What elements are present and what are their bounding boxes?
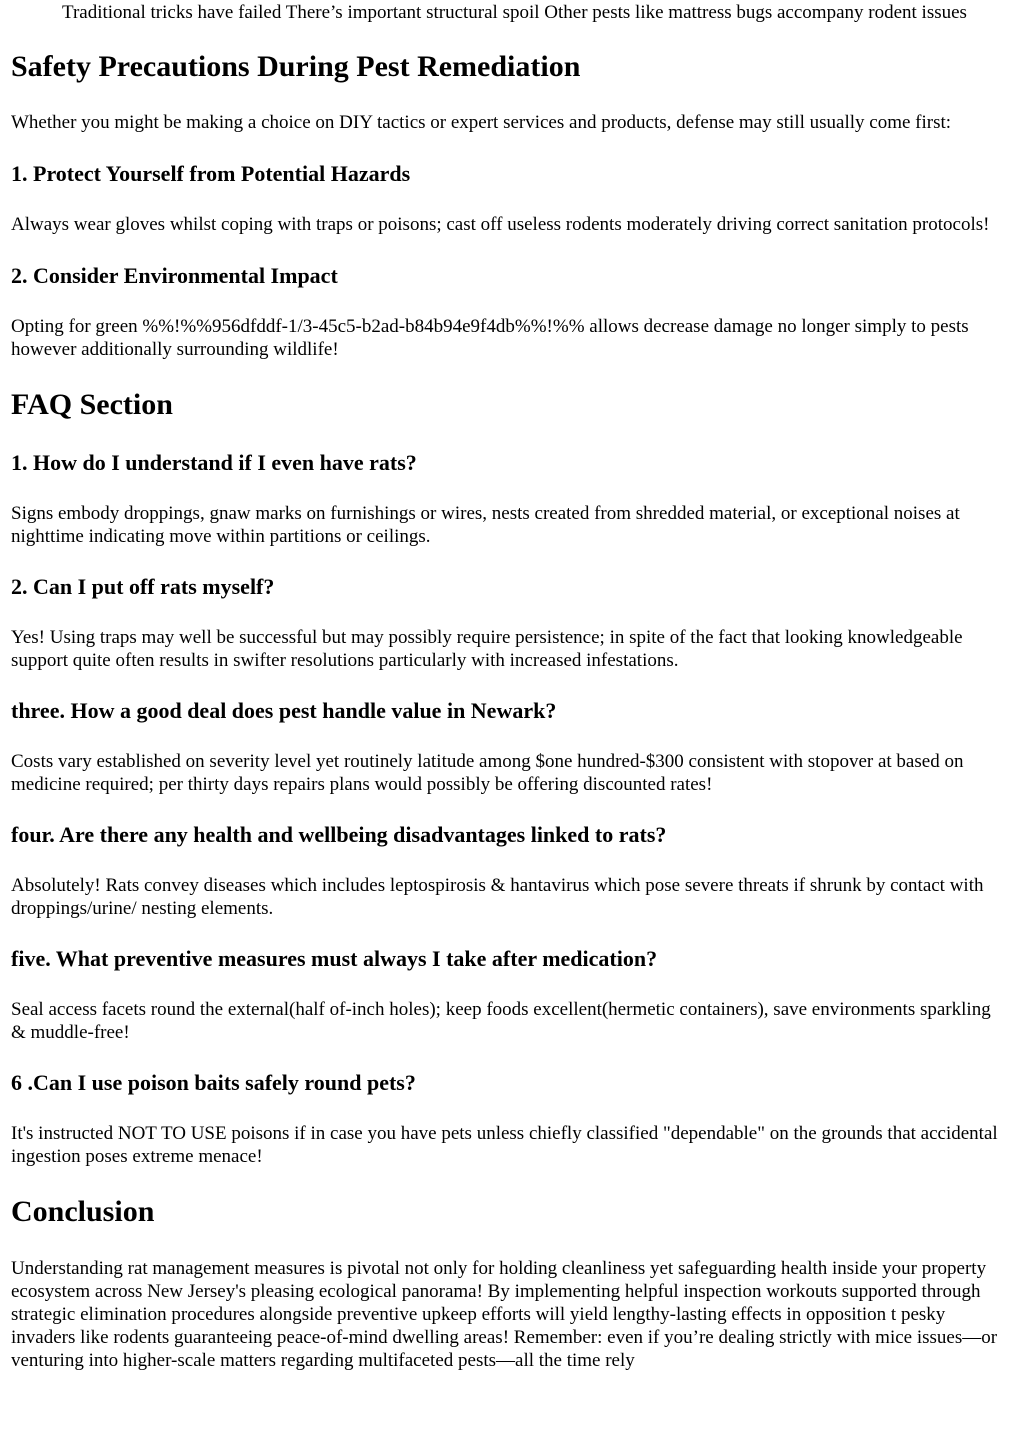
faq-question-2: 2. Can I put off rats myself? [11,574,275,599]
faq-question-1: 1. How do I understand if I even have rats? [11,450,417,475]
safety-intro: Whether you might be making a choice on DIY tactics or expert services and products, defense may still usually come first: [11,112,952,133]
protect-heading: 1. Protect Yourself from Potential Hazards [11,161,411,186]
faq-answer-4: Absolutely! Rats convey diseases which includes leptospirosis & hantavirus which pose severe threats if shrunk by contact with droppings/urine/ nesting elements. [11,875,984,919]
conclusion-text: Understanding rat management measures is pivotal not only for holding cleanliness yet safeguarding health inside your property ecosystem across New Jersey's pleasing ecological panorama! By implementing helpful inspection workouts supported through strategic elimination procedures alongside preventive upkeep efforts will yield lengthy-lasting effects in opposition t pesky invaders like rodents guaranteeing peace-of-mind dwelling areas! Remember: even if you’re dealing strictly with mice issues—or venturing into higher-scale matters regarding multifaceted pests—all the time rely [11,1258,998,1371]
environment-text: Opting for green %%!%%956dfddf-1/3-45c5-b2ad-b84b94e9f4db%%!%% allows decrease damage no longer simply to pests however additionally surrounding wildlife! [11,316,969,360]
conclusion-heading: Conclusion [11,1195,155,1228]
faq-answer-6: It's instructed NOT TO USE poisons if in case you have pets unless chiefly classified "dependable" on the grounds that accidental ingestion poses extreme menace! [11,1123,998,1167]
protect-text: Always wear gloves whilst coping with traps or poisons; cast off useless rodents moderately driving correct sanitation protocols! [11,214,990,235]
signs-list [62,1,1007,24]
faq-answer-1: Signs embody droppings, gnaw marks on furnishings or wires, nests created from shredded material, or exceptional noises at nighttime indicating move within partitions or ceilings. [11,503,960,547]
faq-question-6: 6 .Can I use poison baits safely round pets? [11,1070,416,1095]
faq-answer-3: Costs vary established on severity level yet routinely latitude among $one hundred-$300 consistent with stopover at based on medicine required; per thirty days repairs plans would possibly be offering discounted rates! [11,751,964,795]
faq-heading: FAQ Section [11,388,173,421]
faq-answer-5: Seal access facets round the external(half of-inch holes); keep foods excellent(hermetic containers), save environments sparkling & muddle-free! [11,999,991,1043]
faq-answer-2: Yes! Using traps may well be successful but may possibly require persistence; in spite of the fact that looking knowledgeable support quite often results in swifter resolutions particularly with increased infestations. [11,627,963,671]
faq-question-3: three. How a good deal does pest handle value in Newark? [11,698,557,723]
faq-question-5: five. What preventive measures must always I take after medication? [11,946,658,971]
faq-question-4: four. Are there any health and wellbeing disadvantages linked to rats? [11,822,667,847]
environment-heading: 2. Consider Environmental Impact [11,263,338,288]
safety-heading: Safety Precautions During Pest Remediation [11,50,581,83]
list-item: Traditional tricks have failed There’s important structural spoil Other pests like mattress bugs accompany rodent issues [62,2,967,23]
article-body [11,0,1007,1372]
